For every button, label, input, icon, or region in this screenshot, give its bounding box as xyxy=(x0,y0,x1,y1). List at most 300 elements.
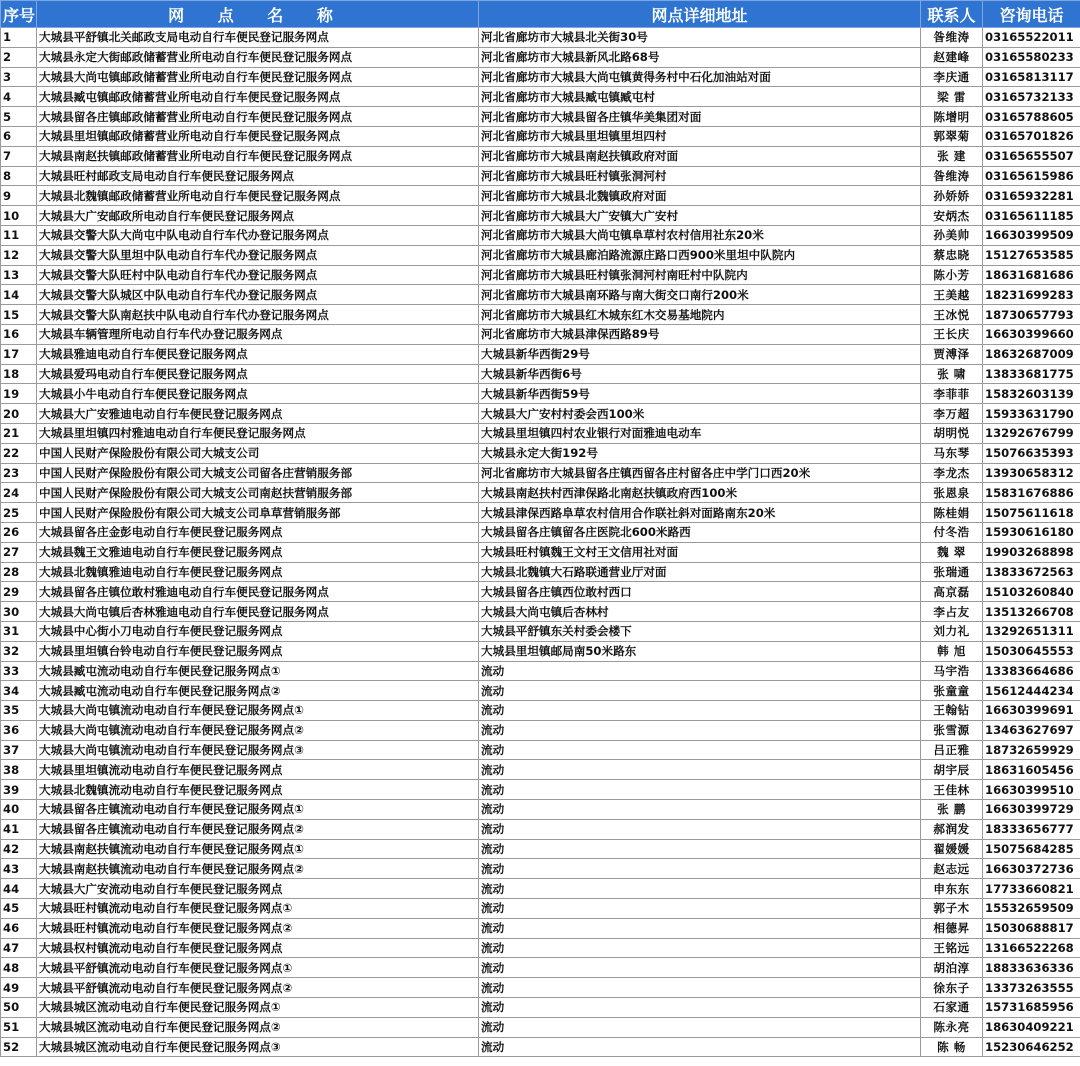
row-phone: 15230646252 xyxy=(983,1037,1080,1057)
row-contact: 张恩泉 xyxy=(921,483,983,503)
row-address: 河北省廊坊市大城县北魏镇政府对面 xyxy=(479,186,921,206)
row-address: 流动 xyxy=(479,800,921,820)
row-contact: 郭翠菊 xyxy=(921,126,983,146)
table-row xyxy=(1,225,1080,245)
row-contact: 李龙杰 xyxy=(921,463,983,483)
row-address: 流动 xyxy=(479,661,921,681)
table-row xyxy=(1,344,1080,364)
table-row xyxy=(1,423,1080,443)
row-seq: 3 xyxy=(1,67,37,87)
table-row xyxy=(1,760,1080,780)
row-address: 流动 xyxy=(479,918,921,938)
table-row xyxy=(1,126,1080,146)
table-row xyxy=(1,978,1080,998)
row-phone: 03165701826 xyxy=(983,126,1080,146)
row-address: 流动 xyxy=(479,1037,921,1057)
row-address: 大城县津保西路阜草农村信用合作联社斜对面路南东20米 xyxy=(479,503,921,523)
row-phone: 17733660821 xyxy=(983,879,1080,899)
row-contact: 陈增明 xyxy=(921,107,983,127)
row-contact: 李占友 xyxy=(921,602,983,622)
row-contact: 申东东 xyxy=(921,879,983,899)
row-address: 大城县永定大街192号 xyxy=(479,443,921,463)
row-seq: 11 xyxy=(1,225,37,245)
row-address: 流动 xyxy=(479,681,921,701)
row-address: 河北省廊坊市大城县留各庄镇西留各庄村留各庄中学门口西20米 xyxy=(479,463,921,483)
row-phone: 13513266708 xyxy=(983,602,1080,622)
row-contact: 王铭远 xyxy=(921,938,983,958)
table-row xyxy=(1,819,1080,839)
header-address: 网点详细地址 xyxy=(479,1,921,28)
table-row xyxy=(1,245,1080,265)
row-name: 中国人民财产保险股份有限公司大城支公司阜草营销服务部 xyxy=(37,503,479,523)
row-seq: 47 xyxy=(1,938,37,958)
row-name: 大城县雅迪电动自行车便民登记服务网点 xyxy=(37,344,479,364)
row-seq: 8 xyxy=(1,166,37,186)
row-name: 大城县南赵扶镇邮政储蓄营业所电动自行车便民登记服务网点 xyxy=(37,146,479,166)
row-seq: 52 xyxy=(1,1037,37,1057)
row-name: 大城县臧屯流动电动自行车便民登记服务网点② xyxy=(37,681,479,701)
row-phone: 13292651311 xyxy=(983,621,1080,641)
row-phone: 03165932281 xyxy=(983,186,1080,206)
row-name: 大城县大广安流动电动自行车便民登记服务网点 xyxy=(37,879,479,899)
row-contact: 相德昇 xyxy=(921,918,983,938)
row-seq: 44 xyxy=(1,879,37,899)
row-name: 中国人民财产保险股份有限公司大城支公司南赵扶营销服务部 xyxy=(37,483,479,503)
table-header-row xyxy=(1,1,1080,28)
row-phone: 18632687009 xyxy=(983,344,1080,364)
table-body xyxy=(1,28,1080,1057)
row-name: 大城县平舒镇流动电动自行车便民登记服务网点① xyxy=(37,958,479,978)
row-phone: 15127653585 xyxy=(983,245,1080,265)
table-row xyxy=(1,542,1080,562)
row-name: 大城县留各庄镇位敢村雅迪电动自行车便民登记服务网点 xyxy=(37,582,479,602)
row-address: 大城县留各庄镇西位敢村西口 xyxy=(479,582,921,602)
row-name: 大城县里坦镇邮政储蓄营业所电动自行车便民登记服务网点 xyxy=(37,126,479,146)
row-seq: 17 xyxy=(1,344,37,364)
row-contact: 魏 翠 xyxy=(921,542,983,562)
row-contact: 王长庆 xyxy=(921,324,983,344)
row-contact: 马东琴 xyxy=(921,443,983,463)
row-seq: 39 xyxy=(1,780,37,800)
row-seq: 49 xyxy=(1,978,37,998)
row-seq: 18 xyxy=(1,364,37,384)
table-row xyxy=(1,146,1080,166)
row-address: 大城县新华西街59号 xyxy=(479,384,921,404)
row-name: 大城县交警大队旺村中队电动自行车代办登记服务网点 xyxy=(37,265,479,285)
row-name: 大城县大广安雅迪电动自行车便民登记服务网点 xyxy=(37,404,479,424)
table-row xyxy=(1,879,1080,899)
table-row xyxy=(1,859,1080,879)
row-name: 大城县交警大队城区中队电动自行车代办登记服务网点 xyxy=(37,285,479,305)
row-phone: 18730657793 xyxy=(983,305,1080,325)
table-row xyxy=(1,67,1080,87)
row-contact: 石家通 xyxy=(921,998,983,1018)
row-seq: 42 xyxy=(1,839,37,859)
table-row xyxy=(1,938,1080,958)
row-seq: 12 xyxy=(1,245,37,265)
row-contact: 贾溥泽 xyxy=(921,344,983,364)
row-phone: 03165732133 xyxy=(983,87,1080,107)
row-seq: 24 xyxy=(1,483,37,503)
row-address: 流动 xyxy=(479,998,921,1018)
row-phone: 15831676886 xyxy=(983,483,1080,503)
row-contact: 王翰钻 xyxy=(921,701,983,721)
table-row xyxy=(1,384,1080,404)
row-phone: 15075684285 xyxy=(983,839,1080,859)
row-name: 大城县交警大队里坦中队电动自行车代办登记服务网点 xyxy=(37,245,479,265)
row-phone: 16630372736 xyxy=(983,859,1080,879)
row-seq: 14 xyxy=(1,285,37,305)
row-phone: 03165522011 xyxy=(983,28,1080,48)
row-name: 大城县车辆管理所电动自行车代办登记服务网点 xyxy=(37,324,479,344)
row-seq: 29 xyxy=(1,582,37,602)
table-row xyxy=(1,206,1080,226)
row-contact: 翟媛媛 xyxy=(921,839,983,859)
row-name: 大城县留各庄镇流动电动自行车便民登记服务网点① xyxy=(37,800,479,820)
row-name: 大城县大尚屯镇流动电动自行车便民登记服务网点① xyxy=(37,701,479,721)
row-seq: 32 xyxy=(1,641,37,661)
header-name: 网 点 名 称 xyxy=(37,1,479,28)
row-phone: 16630399729 xyxy=(983,800,1080,820)
table-row xyxy=(1,899,1080,919)
row-name: 中国人民财产保险股份有限公司大城支公司 xyxy=(37,443,479,463)
row-contact: 王佳林 xyxy=(921,780,983,800)
row-name: 大城县中心街小刀电动自行车便民登记服务网点 xyxy=(37,621,479,641)
row-name: 大城县权村镇流动电动自行车便民登记服务网点 xyxy=(37,938,479,958)
row-address: 流动 xyxy=(479,701,921,721)
row-seq: 50 xyxy=(1,998,37,1018)
row-seq: 38 xyxy=(1,760,37,780)
table-row xyxy=(1,107,1080,127)
row-address: 河北省廊坊市大城县臧屯镇臧屯村 xyxy=(479,87,921,107)
row-seq: 40 xyxy=(1,800,37,820)
row-seq: 46 xyxy=(1,918,37,938)
row-seq: 35 xyxy=(1,701,37,721)
row-name: 大城县交警大队大尚屯中队电动自行车代办登记服务网点 xyxy=(37,225,479,245)
row-contact: 胡泊淳 xyxy=(921,958,983,978)
row-address: 河北省廊坊市大城县红木城东红木交易基地院内 xyxy=(479,305,921,325)
row-name: 大城县永定大街邮政储蓄营业所电动自行车便民登记服务网点 xyxy=(37,47,479,67)
row-name: 大城县大尚屯镇流动电动自行车便民登记服务网点③ xyxy=(37,740,479,760)
row-phone: 18333656777 xyxy=(983,819,1080,839)
table-row xyxy=(1,740,1080,760)
row-contact: 刘力礼 xyxy=(921,621,983,641)
row-phone: 13833672563 xyxy=(983,562,1080,582)
row-seq: 27 xyxy=(1,542,37,562)
row-phone: 03165813117 xyxy=(983,67,1080,87)
table-row xyxy=(1,404,1080,424)
row-name: 中国人民财产保险股份有限公司大城支公司留各庄营销服务部 xyxy=(37,463,479,483)
row-phone: 13930658312 xyxy=(983,463,1080,483)
row-address: 河北省廊坊市大城县南赵扶镇政府对面 xyxy=(479,146,921,166)
row-name: 大城县城区流动电动自行车便民登记服务网点① xyxy=(37,998,479,1018)
row-phone: 03165655507 xyxy=(983,146,1080,166)
row-seq: 23 xyxy=(1,463,37,483)
row-seq: 25 xyxy=(1,503,37,523)
row-phone: 18630409221 xyxy=(983,1017,1080,1037)
row-address: 河北省廊坊市大城县南环路与南大街交口南行200米 xyxy=(479,285,921,305)
row-name: 大城县南赵扶镇流动电动自行车便民登记服务网点① xyxy=(37,839,479,859)
row-address: 大城县里坦镇邮局南50米路东 xyxy=(479,641,921,661)
row-contact: 郝润发 xyxy=(921,819,983,839)
row-address: 大城县新华西街29号 xyxy=(479,344,921,364)
row-address: 大城县留各庄镇留各庄医院北600米路西 xyxy=(479,522,921,542)
row-contact: 昝维涛 xyxy=(921,28,983,48)
row-phone: 15103260840 xyxy=(983,582,1080,602)
row-contact: 付冬浩 xyxy=(921,522,983,542)
table-row xyxy=(1,324,1080,344)
row-seq: 22 xyxy=(1,443,37,463)
row-contact: 王冰悦 xyxy=(921,305,983,325)
row-name: 大城县臧屯镇邮政储蓄营业所电动自行车便民登记服务网点 xyxy=(37,87,479,107)
table-row xyxy=(1,87,1080,107)
row-name: 大城县大尚屯镇邮政储蓄营业所电动自行车便民登记服务网点 xyxy=(37,67,479,87)
header-seq: 序号 xyxy=(1,1,37,28)
row-contact: 王美越 xyxy=(921,285,983,305)
table-row xyxy=(1,1017,1080,1037)
row-phone: 16630399510 xyxy=(983,780,1080,800)
row-address: 河北省廊坊市大城县津保西路89号 xyxy=(479,324,921,344)
row-name: 大城县平舒镇流动电动自行车便民登记服务网点② xyxy=(37,978,479,998)
row-contact: 赵建峰 xyxy=(921,47,983,67)
row-contact: 蔡忠晓 xyxy=(921,245,983,265)
table-row xyxy=(1,443,1080,463)
row-name: 大城县北魏镇流动电动自行车便民登记服务网点 xyxy=(37,780,479,800)
row-seq: 45 xyxy=(1,899,37,919)
row-seq: 21 xyxy=(1,423,37,443)
row-seq: 33 xyxy=(1,661,37,681)
table-row xyxy=(1,582,1080,602)
row-contact: 孙娇娇 xyxy=(921,186,983,206)
row-seq: 4 xyxy=(1,87,37,107)
row-contact: 陈桂娟 xyxy=(921,503,983,523)
row-seq: 41 xyxy=(1,819,37,839)
row-contact: 梁 雷 xyxy=(921,87,983,107)
row-name: 大城县大广安邮政所电动自行车便民登记服务网点 xyxy=(37,206,479,226)
table-row xyxy=(1,958,1080,978)
row-seq: 1 xyxy=(1,28,37,48)
row-contact: 张 啸 xyxy=(921,364,983,384)
row-phone: 18833636336 xyxy=(983,958,1080,978)
row-name: 大城县爱玛电动自行车便民登记服务网点 xyxy=(37,364,479,384)
row-address: 大城县大尚屯镇后杏林村 xyxy=(479,602,921,622)
row-phone: 15832603139 xyxy=(983,384,1080,404)
row-address: 流动 xyxy=(479,879,921,899)
row-phone: 15030645553 xyxy=(983,641,1080,661)
row-seq: 7 xyxy=(1,146,37,166)
row-contact: 胡明悦 xyxy=(921,423,983,443)
row-seq: 16 xyxy=(1,324,37,344)
row-seq: 37 xyxy=(1,740,37,760)
row-address: 大城县里坦镇四村农业银行对面雅迪电动车 xyxy=(479,423,921,443)
row-seq: 6 xyxy=(1,126,37,146)
row-contact: 张 鹏 xyxy=(921,800,983,820)
row-phone: 03165611185 xyxy=(983,206,1080,226)
row-phone: 03165788605 xyxy=(983,107,1080,127)
table-row xyxy=(1,166,1080,186)
row-seq: 43 xyxy=(1,859,37,879)
row-contact: 韩 旭 xyxy=(921,641,983,661)
row-phone: 15076635393 xyxy=(983,443,1080,463)
table-row xyxy=(1,681,1080,701)
row-name: 大城县平舒镇北关邮政支局电动自行车便民登记服务网点 xyxy=(37,28,479,48)
header-phone: 咨询电话 xyxy=(983,1,1080,28)
row-phone: 16630399660 xyxy=(983,324,1080,344)
row-name: 大城县城区流动电动自行车便民登记服务网点② xyxy=(37,1017,479,1037)
row-address: 流动 xyxy=(479,760,921,780)
table-row xyxy=(1,701,1080,721)
row-seq: 10 xyxy=(1,206,37,226)
row-name: 大城县北魏镇雅迪电动自行车便民登记服务网点 xyxy=(37,562,479,582)
row-phone: 18631681686 xyxy=(983,265,1080,285)
table-row xyxy=(1,463,1080,483)
row-address: 流动 xyxy=(479,859,921,879)
table-row xyxy=(1,285,1080,305)
row-phone: 18631605456 xyxy=(983,760,1080,780)
row-contact: 陈 畅 xyxy=(921,1037,983,1057)
row-phone: 15030688817 xyxy=(983,918,1080,938)
row-contact: 张雪源 xyxy=(921,720,983,740)
table-row xyxy=(1,780,1080,800)
row-contact: 昝维涛 xyxy=(921,166,983,186)
row-seq: 20 xyxy=(1,404,37,424)
row-name: 大城县里坦镇四村雅迪电动自行车便民登记服务网点 xyxy=(37,423,479,443)
row-address: 河北省廊坊市大城县大广安镇大广安村 xyxy=(479,206,921,226)
row-address: 河北省廊坊市大城县新风北路68号 xyxy=(479,47,921,67)
row-contact: 马宇浩 xyxy=(921,661,983,681)
table-row xyxy=(1,602,1080,622)
row-phone: 15731685956 xyxy=(983,998,1080,1018)
row-phone: 13373263555 xyxy=(983,978,1080,998)
row-address: 流动 xyxy=(479,1017,921,1037)
row-address: 大城县新华西街6号 xyxy=(479,364,921,384)
row-name: 大城县里坦镇台铃电动自行车便民登记服务网点 xyxy=(37,641,479,661)
row-name: 大城县南赵扶镇流动电动自行车便民登记服务网点② xyxy=(37,859,479,879)
row-seq: 9 xyxy=(1,186,37,206)
row-contact: 李庆通 xyxy=(921,67,983,87)
row-address: 河北省廊坊市大城县旺村镇张洞河村南旺村中队院内 xyxy=(479,265,921,285)
row-name: 大城县留各庄金彭电动自行车便民登记服务网点 xyxy=(37,522,479,542)
row-seq: 26 xyxy=(1,522,37,542)
row-phone: 03165580233 xyxy=(983,47,1080,67)
row-phone: 15933631790 xyxy=(983,404,1080,424)
row-seq: 5 xyxy=(1,107,37,127)
row-address: 流动 xyxy=(479,740,921,760)
row-address: 流动 xyxy=(479,899,921,919)
row-seq: 30 xyxy=(1,602,37,622)
row-name: 大城县里坦镇流动电动自行车便民登记服务网点 xyxy=(37,760,479,780)
table-row xyxy=(1,562,1080,582)
table-row xyxy=(1,28,1080,48)
row-address: 流动 xyxy=(479,958,921,978)
row-contact: 张 建 xyxy=(921,146,983,166)
table-row xyxy=(1,621,1080,641)
row-address: 河北省廊坊市大城县里坦镇里坦四村 xyxy=(479,126,921,146)
row-contact: 郭子木 xyxy=(921,899,983,919)
row-phone: 18231699283 xyxy=(983,285,1080,305)
table-row xyxy=(1,265,1080,285)
row-contact: 李菲菲 xyxy=(921,384,983,404)
row-contact: 孙美帅 xyxy=(921,225,983,245)
row-name: 大城县留各庄镇流动电动自行车便民登记服务网点② xyxy=(37,819,479,839)
table-row xyxy=(1,47,1080,67)
row-seq: 48 xyxy=(1,958,37,978)
row-phone: 15075611618 xyxy=(983,503,1080,523)
table-row xyxy=(1,522,1080,542)
row-phone: 13383664686 xyxy=(983,661,1080,681)
row-address: 大城县旺村镇魏王文村王文信用社对面 xyxy=(479,542,921,562)
row-address: 河北省廊坊市大城县留各庄镇华美集团对面 xyxy=(479,107,921,127)
row-address: 河北省廊坊市大城县大尚屯镇阜草村农村信用社东20米 xyxy=(479,225,921,245)
row-phone: 13463627697 xyxy=(983,720,1080,740)
row-address: 流动 xyxy=(479,938,921,958)
table-row xyxy=(1,720,1080,740)
row-name: 大城县旺村镇流动电动自行车便民登记服务网点① xyxy=(37,899,479,919)
row-phone: 16630399691 xyxy=(983,701,1080,721)
row-seq: 2 xyxy=(1,47,37,67)
row-name: 大城县旺村镇流动电动自行车便民登记服务网点② xyxy=(37,918,479,938)
row-address: 大城县大广安村村委会西100米 xyxy=(479,404,921,424)
row-name: 大城县大尚屯镇后杏林雅迪电动自行车便民登记服务网点 xyxy=(37,602,479,622)
row-phone: 16630399509 xyxy=(983,225,1080,245)
row-phone: 13166522268 xyxy=(983,938,1080,958)
row-contact: 徐东子 xyxy=(921,978,983,998)
row-name: 大城县小牛电动自行车便民登记服务网点 xyxy=(37,384,479,404)
row-phone: 19903268898 xyxy=(983,542,1080,562)
row-phone: 15930616180 xyxy=(983,522,1080,542)
row-address: 大城县南赵扶村西津保路北南赵扶镇政府西100米 xyxy=(479,483,921,503)
row-contact: 安炳杰 xyxy=(921,206,983,226)
row-name: 大城县魏王文雅迪电动自行车便民登记服务网点 xyxy=(37,542,479,562)
table-row xyxy=(1,483,1080,503)
table-row xyxy=(1,1037,1080,1057)
row-address: 流动 xyxy=(479,978,921,998)
row-name: 大城县城区流动电动自行车便民登记服务网点③ xyxy=(37,1037,479,1057)
row-phone: 15532659509 xyxy=(983,899,1080,919)
row-contact: 吕正雅 xyxy=(921,740,983,760)
row-contact: 张童童 xyxy=(921,681,983,701)
row-name: 大城县北魏镇邮政储蓄营业所电动自行车便民登记服务网点 xyxy=(37,186,479,206)
row-address: 河北省廊坊市大城县大尚屯镇黄得务村中石化加油站对面 xyxy=(479,67,921,87)
row-phone: 18732659929 xyxy=(983,740,1080,760)
row-phone: 15612444234 xyxy=(983,681,1080,701)
row-name: 大城县留各庄镇邮政储蓄营业所电动自行车便民登记服务网点 xyxy=(37,107,479,127)
row-address: 河北省廊坊市大城县旺村镇张洞河村 xyxy=(479,166,921,186)
row-contact: 胡宇辰 xyxy=(921,760,983,780)
row-contact: 陈小芳 xyxy=(921,265,983,285)
row-address: 流动 xyxy=(479,819,921,839)
row-address: 大城县北魏镇大石路联通营业厅对面 xyxy=(479,562,921,582)
row-phone: 03165615986 xyxy=(983,166,1080,186)
table-row xyxy=(1,800,1080,820)
row-seq: 31 xyxy=(1,621,37,641)
table-row xyxy=(1,305,1080,325)
table-row xyxy=(1,918,1080,938)
row-address: 流动 xyxy=(479,780,921,800)
row-seq: 28 xyxy=(1,562,37,582)
row-address: 流动 xyxy=(479,720,921,740)
row-address: 大城县平舒镇东关村委会楼下 xyxy=(479,621,921,641)
row-seq: 36 xyxy=(1,720,37,740)
row-contact: 陈永亮 xyxy=(921,1017,983,1037)
header-contact: 联系人 xyxy=(921,1,983,28)
row-contact: 高京磊 xyxy=(921,582,983,602)
table-row xyxy=(1,641,1080,661)
table-row xyxy=(1,186,1080,206)
row-name: 大城县旺村邮政支局电动自行车便民登记服务网点 xyxy=(37,166,479,186)
row-seq: 13 xyxy=(1,265,37,285)
row-seq: 51 xyxy=(1,1017,37,1037)
